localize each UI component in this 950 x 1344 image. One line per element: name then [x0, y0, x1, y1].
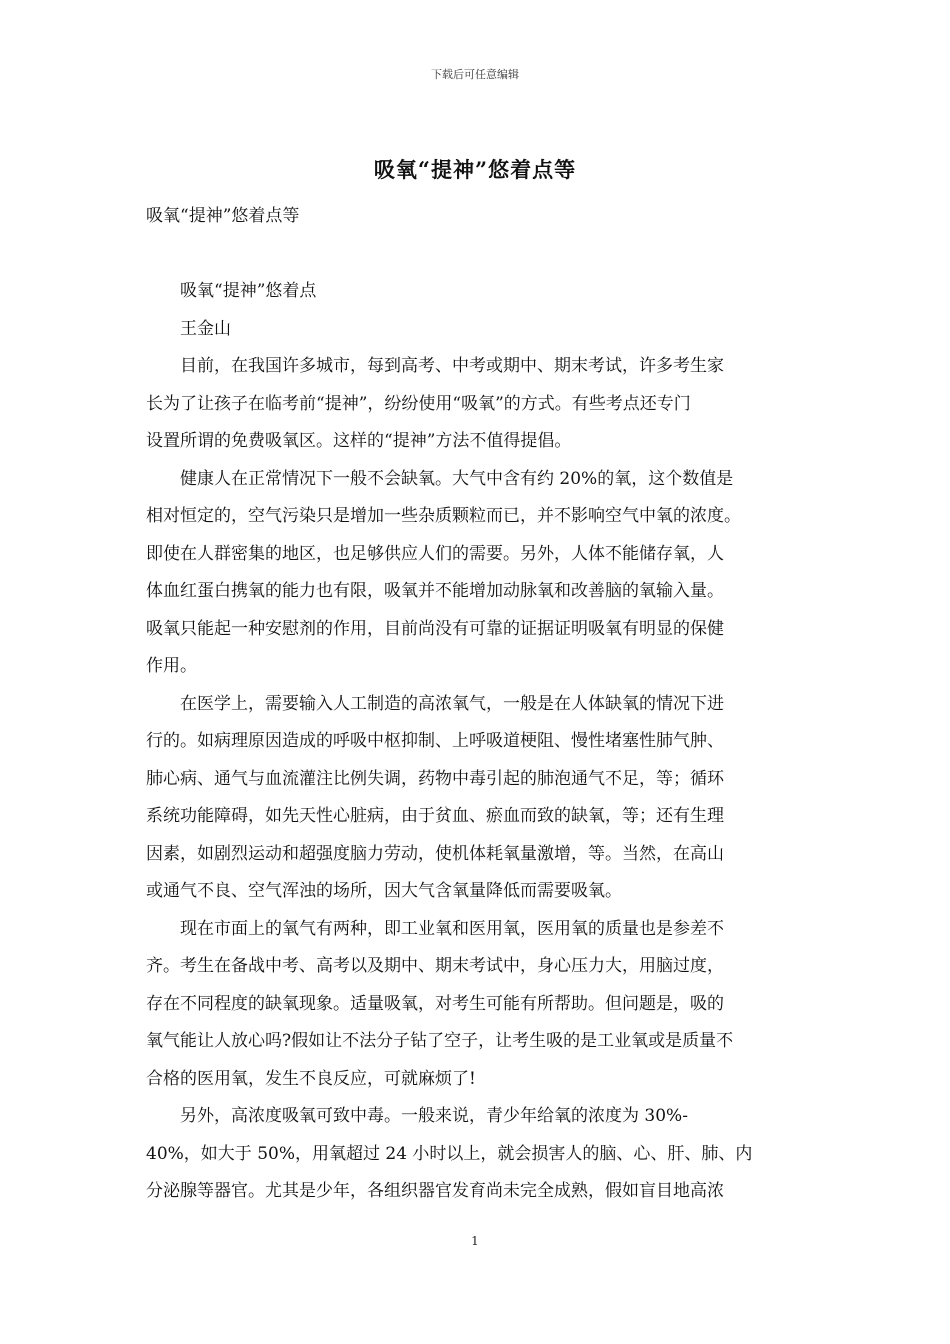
article-title: 吸氧“提神”悠着点 — [180, 281, 317, 301]
paragraph-line: 长为了让孩子在临考前“提神”，纷纷使用“吸氧”的方式。有些考点还专门 — [146, 393, 691, 414]
document-body — [146, 198, 808, 1211]
paragraph-line: 在医学上，需要输入人工制造的高浓氧气，一般是在人体缺氧的情况下进 — [180, 693, 724, 714]
paragraph-line: 作用。 — [146, 656, 197, 676]
paragraph-line: 体血红蛋白携氧的能力也有限，吸氧并不能增加动脉氧和改善脑的氧输入量。 — [146, 581, 724, 601]
paragraph-line: 另外，高浓度吸氧可致中毒。一般来说，青少年给氧的浓度为 30%- — [180, 1106, 688, 1126]
paragraph-line: 合格的医用氧，发生不良反应，可就麻烦了! — [146, 1068, 476, 1089]
paragraph-line: 行的。如病理原因造成的呼吸中枢抑制、上呼吸道梗阻、慢性堵塞性肺气肿、 — [146, 731, 724, 751]
paragraph-line: 40%，如大于 50%，用氧超过 24 小时以上，就会损害人的脑、心、肝、肺、内 — [146, 1143, 753, 1164]
paragraph-line: 即使在人群密集的地区，也足够供应人们的需要。另外，人体不能储存氧，人 — [146, 543, 724, 564]
author: 王金山 — [180, 318, 231, 339]
page-number: 1 — [471, 1234, 479, 1248]
paragraph-line: 分泌腺等器官。尤其是少年，各组织器官发育尚未完全成熟，假如盲目地高浓 — [146, 1181, 724, 1201]
paragraph-line: 设置所谓的免费吸氧区。这样的“提神”方法不值得提倡。 — [146, 431, 572, 451]
blank-line — [146, 236, 808, 274]
paragraph-line: 齐。考生在备战中考、高考以及期中、期末考试中，身心压力大，用脑过度， — [146, 956, 724, 976]
paragraph-line: 健康人在正常情况下一般不会缺氧。大气中含有约 20%的氧，这个数值是 — [180, 468, 734, 489]
paragraph-line: 吸氧只能起一种安慰剂的作用，目前尚没有可靠的证据证明吸氧有明显的保健 — [146, 618, 724, 639]
document-title: 吸氧“提神”悠着点等 — [373, 157, 577, 182]
subtitle: 吸氧“提神”悠着点等 — [146, 206, 300, 226]
paragraph-line: 存在不同程度的缺氧现象。适量吸氧，对考生可能有所帮助。但问题是，吸的 — [146, 993, 724, 1014]
paragraph-line: 相对恒定的，空气污染只是增加一些杂质颗粒而已，并不影响空气中氧的浓度。 — [146, 506, 741, 526]
paragraph-line: 目前，在我国许多城市，每到高考、中考或期中、期末考试，许多考生家 — [180, 356, 724, 376]
paragraph-line: 氧气能让人放心吗?假如让不法分子钻了空子，让考生吸的是工业氧或是质量不 — [146, 1031, 734, 1051]
paragraph-line: 或通气不良、空气浑浊的场所，因大气含氧量降低而需要吸氧。 — [146, 881, 622, 901]
paragraph-line: 现在市面上的氧气有两种，即工业氧和医用氧，医用氧的质量也是参差不 — [180, 918, 724, 939]
header-note: 下载后可任意编辑 — [431, 68, 519, 81]
paragraph-line: 因素，如剧烈运动和超强度脑力劳动，使机体耗氧量激增，等。当然，在高山 — [146, 843, 724, 864]
paragraph-line: 系统功能障碍，如先天性心脏病，由于贫血、瘀血而致的缺氧，等；还有生理 — [146, 806, 724, 826]
paragraph-line: 肺心病、通气与血流灌注比例失调，药物中毒引起的肺泡通气不足，等；循环 — [146, 768, 724, 789]
